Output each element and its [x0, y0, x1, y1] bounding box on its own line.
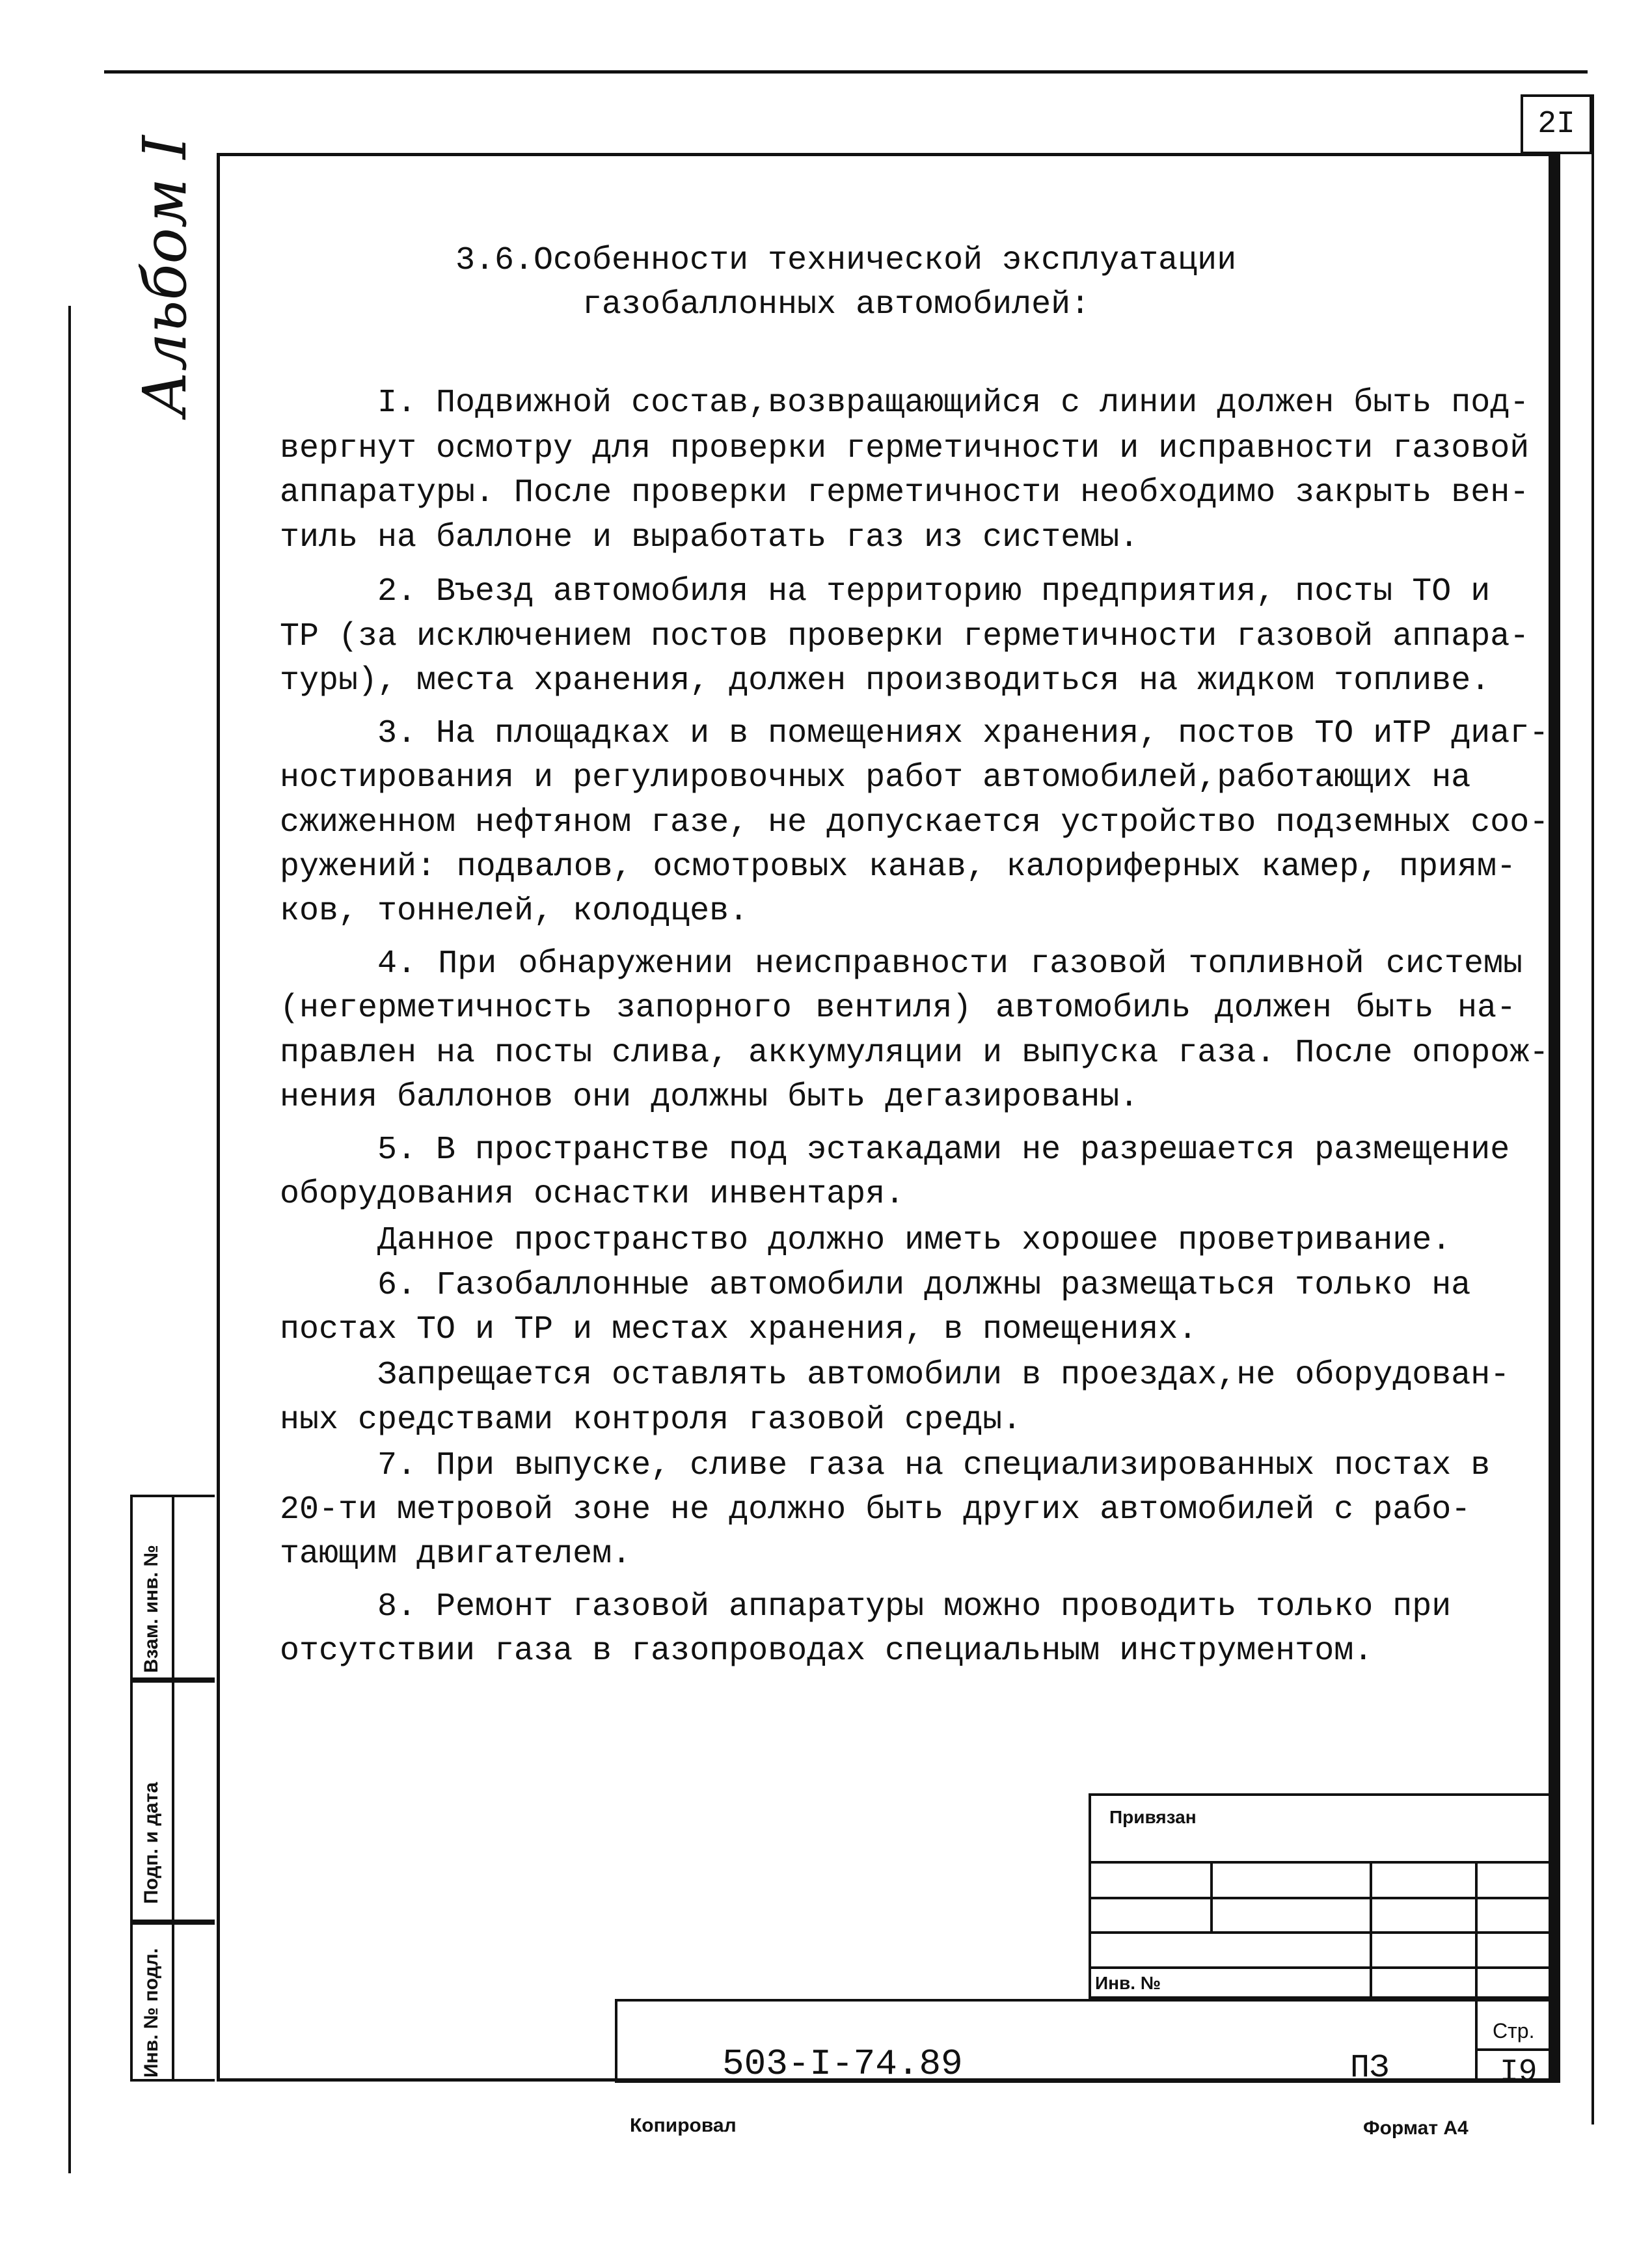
side-label-podp-data: Подп. и дата: [141, 1782, 162, 1904]
left-binding-rule: [68, 306, 71, 2173]
body-line: вергнут осмотру для проверки герметичности и исправности газовой: [280, 430, 1530, 467]
document-section: ПЗ: [1350, 2050, 1390, 2087]
stamp-row-rule: [1475, 2048, 1560, 2051]
copied-by-label: Копировал: [630, 2115, 737, 2136]
page-number: 2I: [1521, 94, 1592, 154]
table-rule: [1089, 1931, 1560, 1934]
binding-label: Привязан: [1109, 1807, 1197, 1827]
body-line: ружений: подвалов, осмотровых канав, калориферных камер, приям-: [280, 848, 1516, 886]
section-heading-line-2: газобаллонных автомобилей:: [582, 286, 1090, 323]
body-line: нения баллонов они должны быть дегазированы.: [280, 1079, 1139, 1116]
body-line: оборудования оснастки инвентаря.: [280, 1176, 905, 1213]
table-rule: [1089, 1966, 1560, 1969]
side-label-vzam-inv: Взам. инв. №: [141, 1545, 162, 1673]
body-line: постах ТО и ТР и местах хранения, в помещениях.: [280, 1311, 1198, 1348]
inventory-number-label: Инв. №: [1095, 1973, 1161, 1993]
body-line: 4. При обнаружении неисправности газовой топливной системы: [377, 945, 1523, 983]
right-outer-rule: [1591, 94, 1594, 2124]
body-line: 8. Ремонт газовой аппаратуры можно проводить только при: [377, 1588, 1452, 1625]
body-line: Запрещается оставлять автомобили в проездах,не оборудован-: [377, 1357, 1510, 1394]
side-strip-divider: [172, 1683, 174, 1920]
body-line: отсутствии газа в газопроводах специальным инструментом.: [280, 1633, 1374, 1670]
body-line: Данное пространство должно иметь хорошее проветривание.: [377, 1222, 1452, 1259]
body-line: 20-ти метровой зоне не должно быть других автомобилей с рабо-: [280, 1491, 1471, 1528]
body-line: 5. В пространстве под эстакадами не разрешается размещение: [377, 1132, 1510, 1169]
album-stamp: Альбом I: [130, 135, 200, 416]
stamp-col-rule: [1475, 1999, 1478, 2083]
side-label-inv-podl: Инв. № подл.: [141, 1948, 162, 2078]
body-line: I. Подвижной состав,возвращающийся с линии должен быть под-: [377, 385, 1530, 422]
body-line: ТР (за исключением постов проверки герметичности газовой аппара-: [280, 618, 1530, 655]
section-heading-line-1: 3.6.Особенности технической эксплуатации: [455, 242, 1237, 279]
table-rule: [1089, 1861, 1560, 1864]
body-line: 2. Въезд автомобиля на территорию предприятия, посты ТО и: [377, 573, 1491, 610]
table-col-rule: [1370, 1861, 1372, 1999]
side-strip-vzam: [130, 1495, 215, 1680]
body-line: ностирования и регулировочных работ автомобилей,работающих на: [280, 759, 1471, 796]
body-line: 6. Газобаллонные автомобили должны размещаться только на: [377, 1267, 1471, 1304]
top-rule: [104, 70, 1588, 74]
paper-format-label: Формат А4: [1363, 2117, 1469, 2139]
body-line: 3. На площадках и в помещениях хранения, постов ТО иТР диаг-: [377, 715, 1549, 752]
side-strip-divider: [172, 1497, 174, 1677]
document-code: 503-I-74.89: [722, 2043, 963, 2085]
side-strip-divider: [172, 1925, 174, 2079]
body-line: ных средствами контроля газовой среды.: [280, 1402, 1022, 1439]
body-line: тиль на баллоне и выработать газ из системы.: [280, 519, 1139, 556]
body-line: сжиженном нефтяном газе, не допускается устройство подземных соо-: [280, 804, 1549, 841]
body-line: правлен на посты слива, аккумуляции и выпуска газа. После опорож-: [280, 1035, 1549, 1072]
body-line: (негерметичность запорного вентиля) автомобиль должен быть на-: [280, 990, 1516, 1027]
side-strip-podp: [130, 1680, 215, 1922]
body-line: аппаратуры. После проверки герметичности необходимо закрыть вен-: [280, 474, 1530, 511]
body-line: туры), места хранения, должен производиться на жидком топливе.: [280, 662, 1491, 699]
table-col-rule: [1475, 1861, 1478, 1999]
sheet-number: I9: [1500, 2055, 1537, 2090]
sheet-label: Стр.: [1493, 2019, 1535, 2043]
table-col-rule: [1210, 1861, 1213, 1933]
body-line: 7. При выпуске, сливе газа на специализированных постах в: [377, 1447, 1491, 1484]
body-line: тающим двигателем.: [280, 1536, 632, 1573]
body-line: ков, тоннелей, колодцев.: [280, 893, 749, 930]
table-rule: [1089, 1897, 1560, 1899]
side-strip-inv-podl: [130, 1922, 215, 2082]
